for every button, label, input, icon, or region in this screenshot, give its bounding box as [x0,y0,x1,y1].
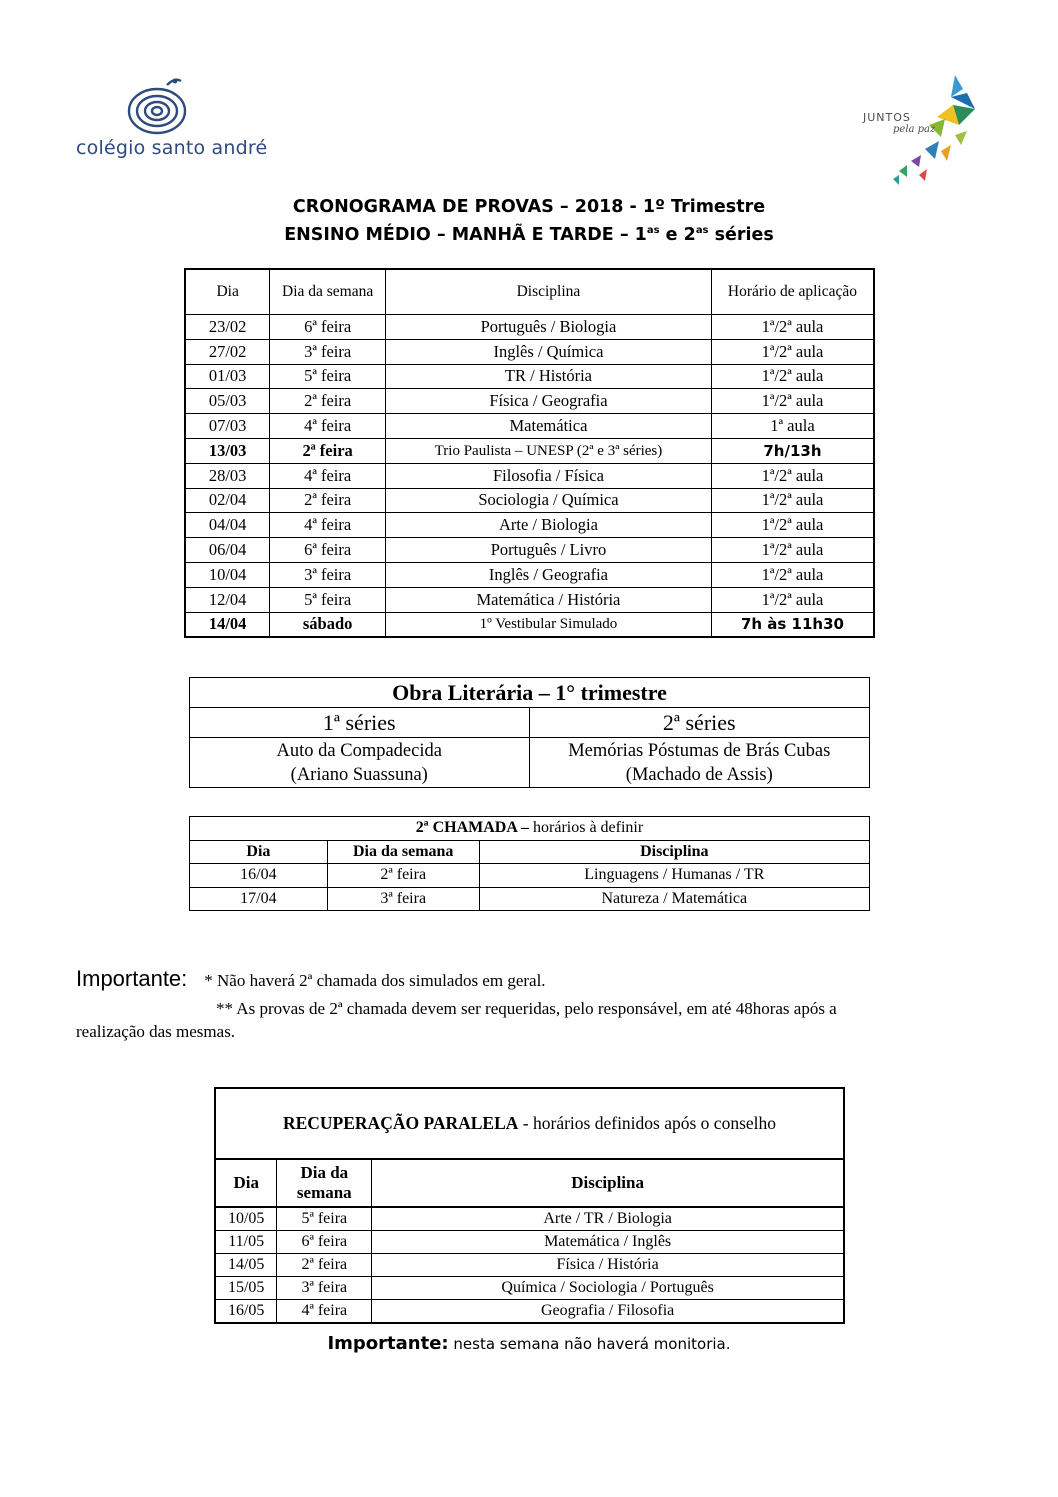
note-1: * Não haverá 2ª chamada dos simulados em geral. [204,971,546,990]
cell-semana: 2ª feira [270,488,386,513]
cell-disciplina: Física / História [372,1254,844,1277]
recovery-table [214,1087,845,1324]
col-header-1st-series: 1ª séries [190,708,530,738]
table-row [185,488,874,513]
table-row [185,414,874,439]
cell-disciplina: Natureza / Matemática [479,887,869,911]
cell-horario: 1ª/2ª aula [711,389,874,414]
note-2-continued: realização das mesmas. [76,1022,236,1041]
cell-disciplina: TR / História [386,364,712,389]
note-2: ** As provas de 2ª chamada devem ser requeridas, pelo responsável, em até 48horas após a [216,999,837,1018]
cell-semana: 2ª feira [270,389,386,414]
second-call-table [189,816,870,911]
cell-horario: 1ª/2ª aula [711,538,874,563]
table-row [185,389,874,414]
cell-semana: 3ª feira [277,1277,372,1300]
col-header-semana: Dia da semana [277,1159,372,1207]
col-header-horario: Horário de aplicação [711,269,874,315]
cell-disciplina: Geografia / Filosofia [372,1300,844,1324]
table-row [190,887,870,911]
cell-semana: 5ª feira [277,1207,372,1231]
school-logo [70,75,268,170]
cell-dia: 14/04 [185,612,270,637]
cell-dia: 02/04 [185,488,270,513]
cell-dia: 07/03 [185,414,270,439]
book-2nd-series: Memórias Póstumas de Brás Cubas (Machado de Assis) [529,738,869,788]
table-row [185,315,874,340]
col-header-dia: Dia [185,269,270,315]
cell-dia: 17/04 [190,887,328,911]
cell-semana: 3ª feira [327,887,479,911]
cell-semana: 6ª feira [277,1231,372,1254]
col-header-2nd-series: 2ª séries [529,708,869,738]
cell-dia: 28/03 [185,463,270,488]
recovery-note: Importante: nesta semana não haverá monitoria. [327,1333,731,1354]
cell-horario: 1ª/2ª aula [711,488,874,513]
table-row [185,587,874,612]
cell-horario: 1ª/2ª aula [711,339,874,364]
cell-horario: 7h/13h [711,438,874,463]
cell-horario: 1ª/2ª aula [711,463,874,488]
cell-disciplina: Filosofia / Física [386,463,712,488]
cell-dia: 06/04 [185,538,270,563]
page-subtitle: ENSINO MÉDIO – MANHÃ E TARDE – $1^{as}$ e $2^{as}$ séries [284,225,774,245]
book-1st-series: Auto da Compadecida (Ariano Suassuna) [190,738,530,788]
table-row [185,538,874,563]
table-header-row [215,1159,844,1207]
table-row [190,864,870,888]
table-row [215,1254,844,1277]
cell-disciplina: Física / Geografia [386,389,712,414]
cell-disciplina: Química / Sociologia / Português [372,1277,844,1300]
cell-semana: 5ª feira [270,364,386,389]
col-header-disciplina: Disciplina [386,269,712,315]
table-row [185,612,874,637]
literary-works-table [189,677,870,788]
cell-dia: 23/02 [185,315,270,340]
cell-semana: 2ª feira [277,1254,372,1277]
cell-dia: 10/05 [215,1207,277,1231]
cell-disciplina: Matemática / História [386,587,712,612]
spiral-logo-icon [125,75,200,137]
partner-logo-line2: pela paz [893,124,936,135]
school-name: colégio santo andré [76,137,268,159]
cell-dia: 11/05 [215,1231,277,1254]
cell-horario: 1ª/2ª aula [711,364,874,389]
cell-disciplina: Matemática [386,414,712,439]
cell-disciplina: Português / Livro [386,538,712,563]
col-header-dia: Dia [190,840,328,864]
cell-horario: 1ª/2ª aula [711,587,874,612]
cell-horario: 1ª/2ª aula [711,315,874,340]
table-row [185,438,874,463]
col-header-disciplina: Disciplina [479,840,869,864]
cell-horario: 1ª/2ª aula [711,562,874,587]
cell-dia: 12/04 [185,587,270,612]
table-row [190,738,870,788]
cell-disciplina: Trio Paulista – UNESP (2ª e 3ª séries) [386,438,712,463]
table-header-row [190,840,870,864]
exam-schedule-table [184,268,875,638]
cell-semana: 3ª feira [270,339,386,364]
cell-disciplina: Arte / TR / Biologia [372,1207,844,1231]
cell-semana: 4ª feira [270,414,386,439]
col-header-semana: Dia da semana [327,840,479,864]
cell-dia: 14/05 [215,1254,277,1277]
cell-horario: 1ª/2ª aula [711,513,874,538]
literary-works-title: Obra Literária – 1° trimestre [190,678,870,708]
table-row [185,562,874,587]
table-row [185,364,874,389]
cell-semana: 3ª feira [270,562,386,587]
cell-dia: 15/05 [215,1277,277,1300]
cell-disciplina: Linguagens / Humanas / TR [479,864,869,888]
table-row [215,1277,844,1300]
cell-semana: sábado [270,612,386,637]
cell-disciplina: Inglês / Química [386,339,712,364]
table-row [185,513,874,538]
cell-dia: 16/04 [190,864,328,888]
col-header-disciplina: Disciplina [372,1159,844,1207]
cell-disciplina: Matemática / Inglês [372,1231,844,1254]
cell-dia: 13/03 [185,438,270,463]
cell-semana: 6ª feira [270,315,386,340]
cell-dia: 05/03 [185,389,270,414]
cell-semana: 2ª feira [327,864,479,888]
important-label: Importante: [76,966,188,991]
page-title: CRONOGRAMA DE PROVAS – 2018 - 1º Trimestre [292,197,766,217]
table-row [215,1207,844,1231]
partner-logo-line1: JUNTOS [863,111,911,124]
cell-disciplina: Sociologia / Química [386,488,712,513]
cell-semana: 4ª feira [270,463,386,488]
cell-disciplina: Inglês / Geografia [386,562,712,587]
cell-horario: 1ª aula [711,414,874,439]
cell-semana: 5ª feira [270,587,386,612]
table-row [185,463,874,488]
recovery-title: RECUPERAÇÃO PARALELA - horários definidos após o conselho [215,1088,844,1159]
cell-dia: 10/04 [185,562,270,587]
cell-semana: 2ª feira [270,438,386,463]
partner-logo [855,75,985,190]
cell-semana: 6ª feira [270,538,386,563]
cell-disciplina: 1º Vestibular Simulado [386,612,712,637]
col-header-dia: Dia [215,1159,277,1207]
cell-disciplina: Arte / Biologia [386,513,712,538]
cell-disciplina: Português / Biologia [386,315,712,340]
table-row [185,339,874,364]
cell-dia: 04/04 [185,513,270,538]
table-row [215,1300,844,1324]
second-call-title: 2ª CHAMADA – horários à definir [190,817,870,841]
col-header-semana: Dia da semana [270,269,386,315]
table-row [215,1231,844,1254]
cell-semana: 4ª feira [277,1300,372,1324]
cell-semana: 4ª feira [270,513,386,538]
cell-dia: 27/02 [185,339,270,364]
table-header-row [185,269,874,315]
cell-horario: 7h às 11h30 [711,612,874,637]
cell-dia: 01/03 [185,364,270,389]
cell-dia: 16/05 [215,1300,277,1324]
